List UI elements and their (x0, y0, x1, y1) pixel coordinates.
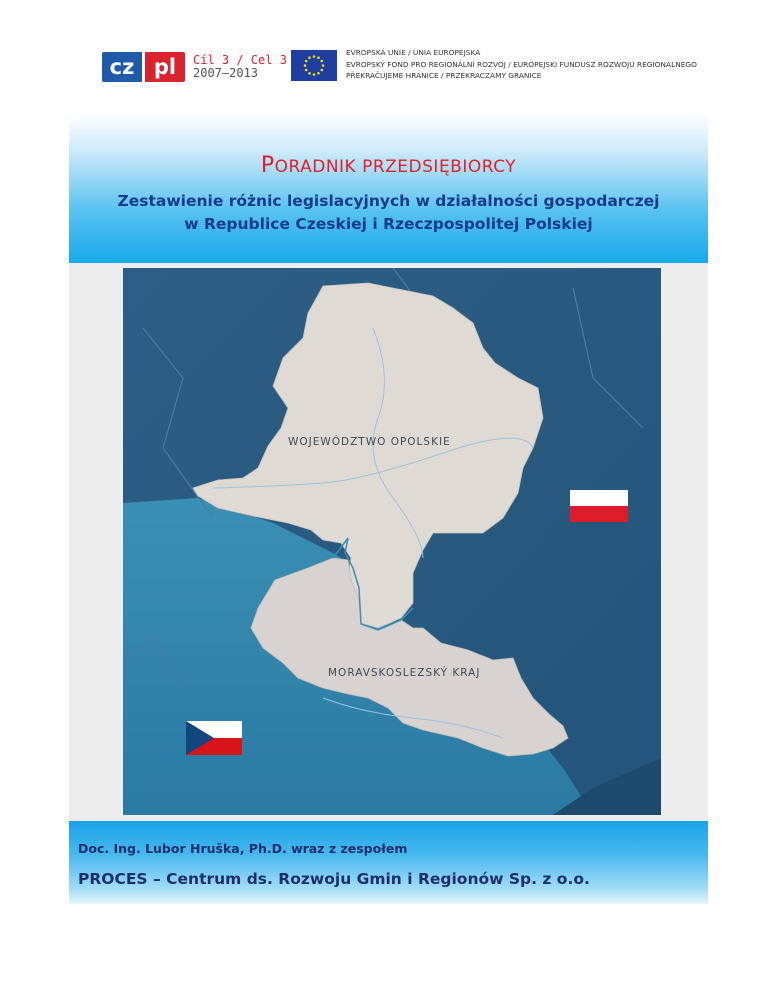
title-band (69, 113, 708, 263)
region-map (123, 268, 661, 815)
eu-line2: EVROPSKÝ FOND PRO REGIONÁLNÍ ROZVOJ / EUROPEJSKI FUNDUSZ ROZWOJU REGIONALNEGO (346, 59, 697, 69)
czech-flag-icon (186, 721, 242, 755)
logo-cz: cz (102, 52, 142, 82)
eu-flag-icon (291, 50, 337, 81)
organization-text: PROCES – Centrum ds. Rozwoju Gmin i Regionów Sp. z o.o. (78, 870, 590, 888)
eu-line1: EVROPSKÁ UNIE / UNIA EUROPEJSKA (346, 48, 481, 57)
subtitle-line2: w Republice Czeskiej i Rzeczpospolitej Polskiej (184, 215, 593, 233)
czpl-logo (102, 52, 287, 82)
title-first-letter: P (260, 153, 275, 178)
eu-line3: PŘEKRAČUJEME HRANICE / PRZEKRACZAMY GRANICE (346, 71, 542, 80)
author-text: Doc. Ing. Lubor Hruška, Ph.D. wraz z zespołem (78, 841, 408, 856)
logo-cil-line2: 2007–2013 (193, 66, 259, 80)
label-wojewodztwo-opolskie: WOJEWÓDZTWO OPOLSKIE (288, 436, 451, 448)
footer-band (69, 821, 708, 904)
title-rest: ORADNIK PRZEDSIĘBIORCY (274, 157, 517, 177)
subtitle-line1: Zestawienie różnic legislacyjnych w działalności gospodarczej (117, 192, 660, 210)
logo-cil-line1: Cíl 3 / Cel 3 (193, 53, 287, 67)
poland-flag-icon (570, 490, 628, 522)
page-subtitle (69, 190, 708, 236)
logo-pl: pl (145, 52, 185, 82)
logo-cil-text (193, 54, 287, 80)
label-moravskoslezsky-kraj: MORAVSKOSLEZSKÝ KRAJ (328, 667, 481, 679)
eu-funding-text (346, 47, 697, 82)
page-title (69, 153, 708, 178)
